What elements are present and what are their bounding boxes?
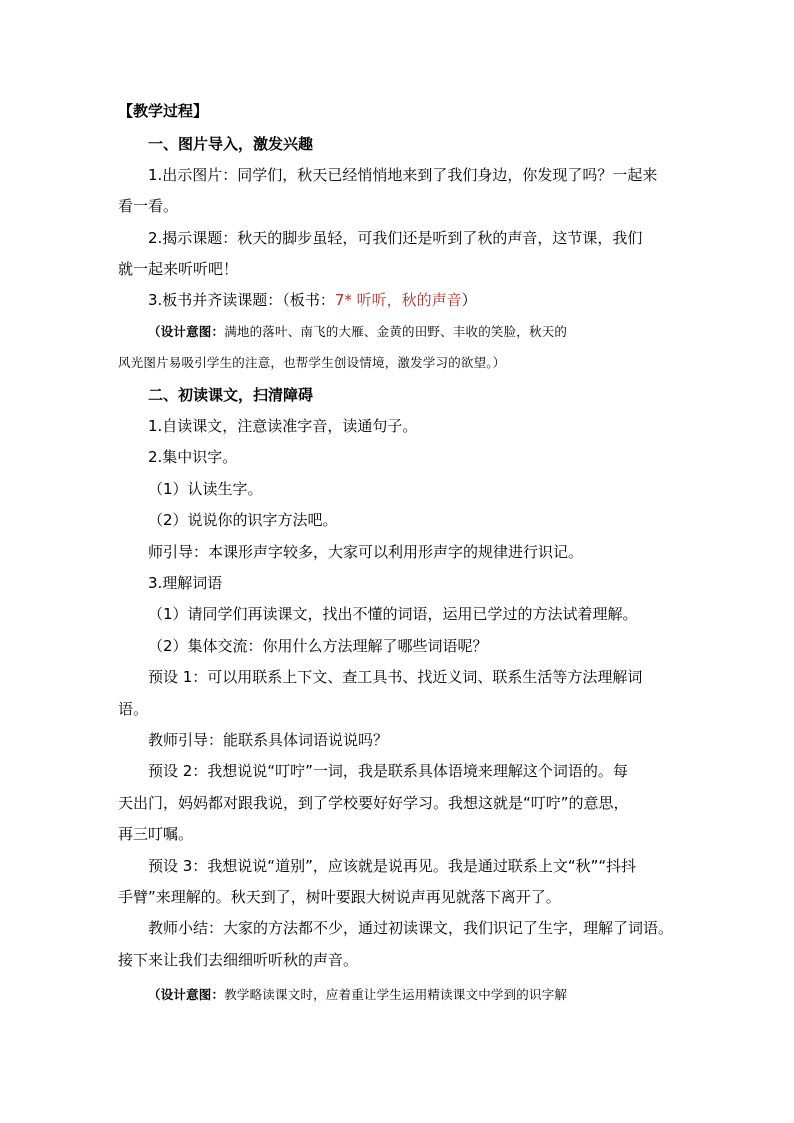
part1-heading: 一、图片导入，激发兴趣 [148, 135, 314, 153]
part1-item3-line [148, 290, 477, 310]
part1-item2-line2: 就一起来听听吧！ [118, 260, 239, 278]
part1-item3-board-title: 7* 听听，秋的声音 [334, 291, 462, 309]
part2-preset2-line1: 预设 2：我想说说“叮咛”一词，我是联系具体语境来理解这个词语的。每 [148, 762, 628, 780]
part2-design-tag: （设计意图： [148, 987, 225, 1002]
part2-step3: 3.理解词语 [148, 574, 223, 592]
part2-preset1-line1: 预设 1：可以用联系上下文、查工具书、找近义词、联系生活等方法理解词 [148, 668, 643, 686]
part2-heading: 二、初读课文，扫清障碍 [148, 386, 314, 404]
part2-summary-line2: 接下来让我们去细细听听秋的声音。 [118, 951, 359, 969]
part2-step2: 2.集中识字。 [148, 448, 238, 466]
section-title: 【教学过程】 [118, 102, 209, 120]
part2-preset3-line2: 手臂”来理解的。秋天到了，树叶要跟大树说声再见就落下离开了。 [118, 888, 561, 906]
part2-design-note-line1 [148, 985, 567, 1005]
part2-preset2-line2: 天出门，妈妈都对跟我说，到了学校要好好学习。我想这就是“叮咛”的意思， [118, 794, 629, 812]
part1-item1-line2: 看一看。 [118, 197, 179, 215]
part2-guide1: 师引导：本课形声字较多，大家可以利用形声字的规律进行识记。 [148, 543, 584, 561]
part2-preset1-line2: 语。 [118, 700, 149, 718]
part1-item3-suffix: ） [461, 291, 477, 309]
part2-step3b: （2）集体交流：你用什么方法理解了哪些词语呢？ [148, 637, 488, 655]
part2-step1: 1.自读课文，注意读准字音，读通句子。 [148, 417, 418, 435]
part2-preset2-line3: 再三叮嘱。 [118, 825, 194, 843]
part1-design-tag: （设计意图： [148, 324, 225, 339]
part1-design-text1: 满地的落叶、南飞的大雁、金黄的田野、丰收的笑脸，秋天的 [224, 324, 568, 339]
part1-item3-prefix: 3.板书并齐读课题：（板书： [148, 291, 335, 309]
part1-design-note-line1 [148, 322, 567, 342]
part1-design-note-line2: 风光图片易吸引学生的注意，也帮学生创设情境，激发学习的欲望。） [118, 355, 506, 370]
part2-preset3-line1: 预设 3：我想说说“道别”，应该就是说再见。我是通过联系上文“秋”“抖抖 [148, 857, 637, 875]
part2-guide2: 教师引导：能联系具体词语说说吗？ [148, 731, 389, 749]
part2-step2b: （2）说说你的识字方法吧。 [148, 511, 338, 529]
part2-step2a: （1）认读生字。 [148, 480, 263, 498]
part1-item1-line1: 1.出示图片：同学们，秋天已经悄悄地来到了我们身边，你发现了吗？一起来 [148, 166, 658, 184]
part1-item2-line1: 2.揭示课题：秋天的脚步虽轻，可我们还是听到了秋的声音，这节课，我们 [148, 229, 643, 247]
part2-step3a: （1）请同学们再读课文，找出不懂的词语，运用已学过的方法试着理解。 [148, 605, 638, 623]
part2-summary-line1: 教师小结：大家的方法都不少，通过初读课文，我们识记了生字，理解了词语。 [148, 919, 674, 937]
part2-design-text1: 教学略读课文时，应着重让学生运用精读课文中学到的识字解 [224, 987, 568, 1002]
